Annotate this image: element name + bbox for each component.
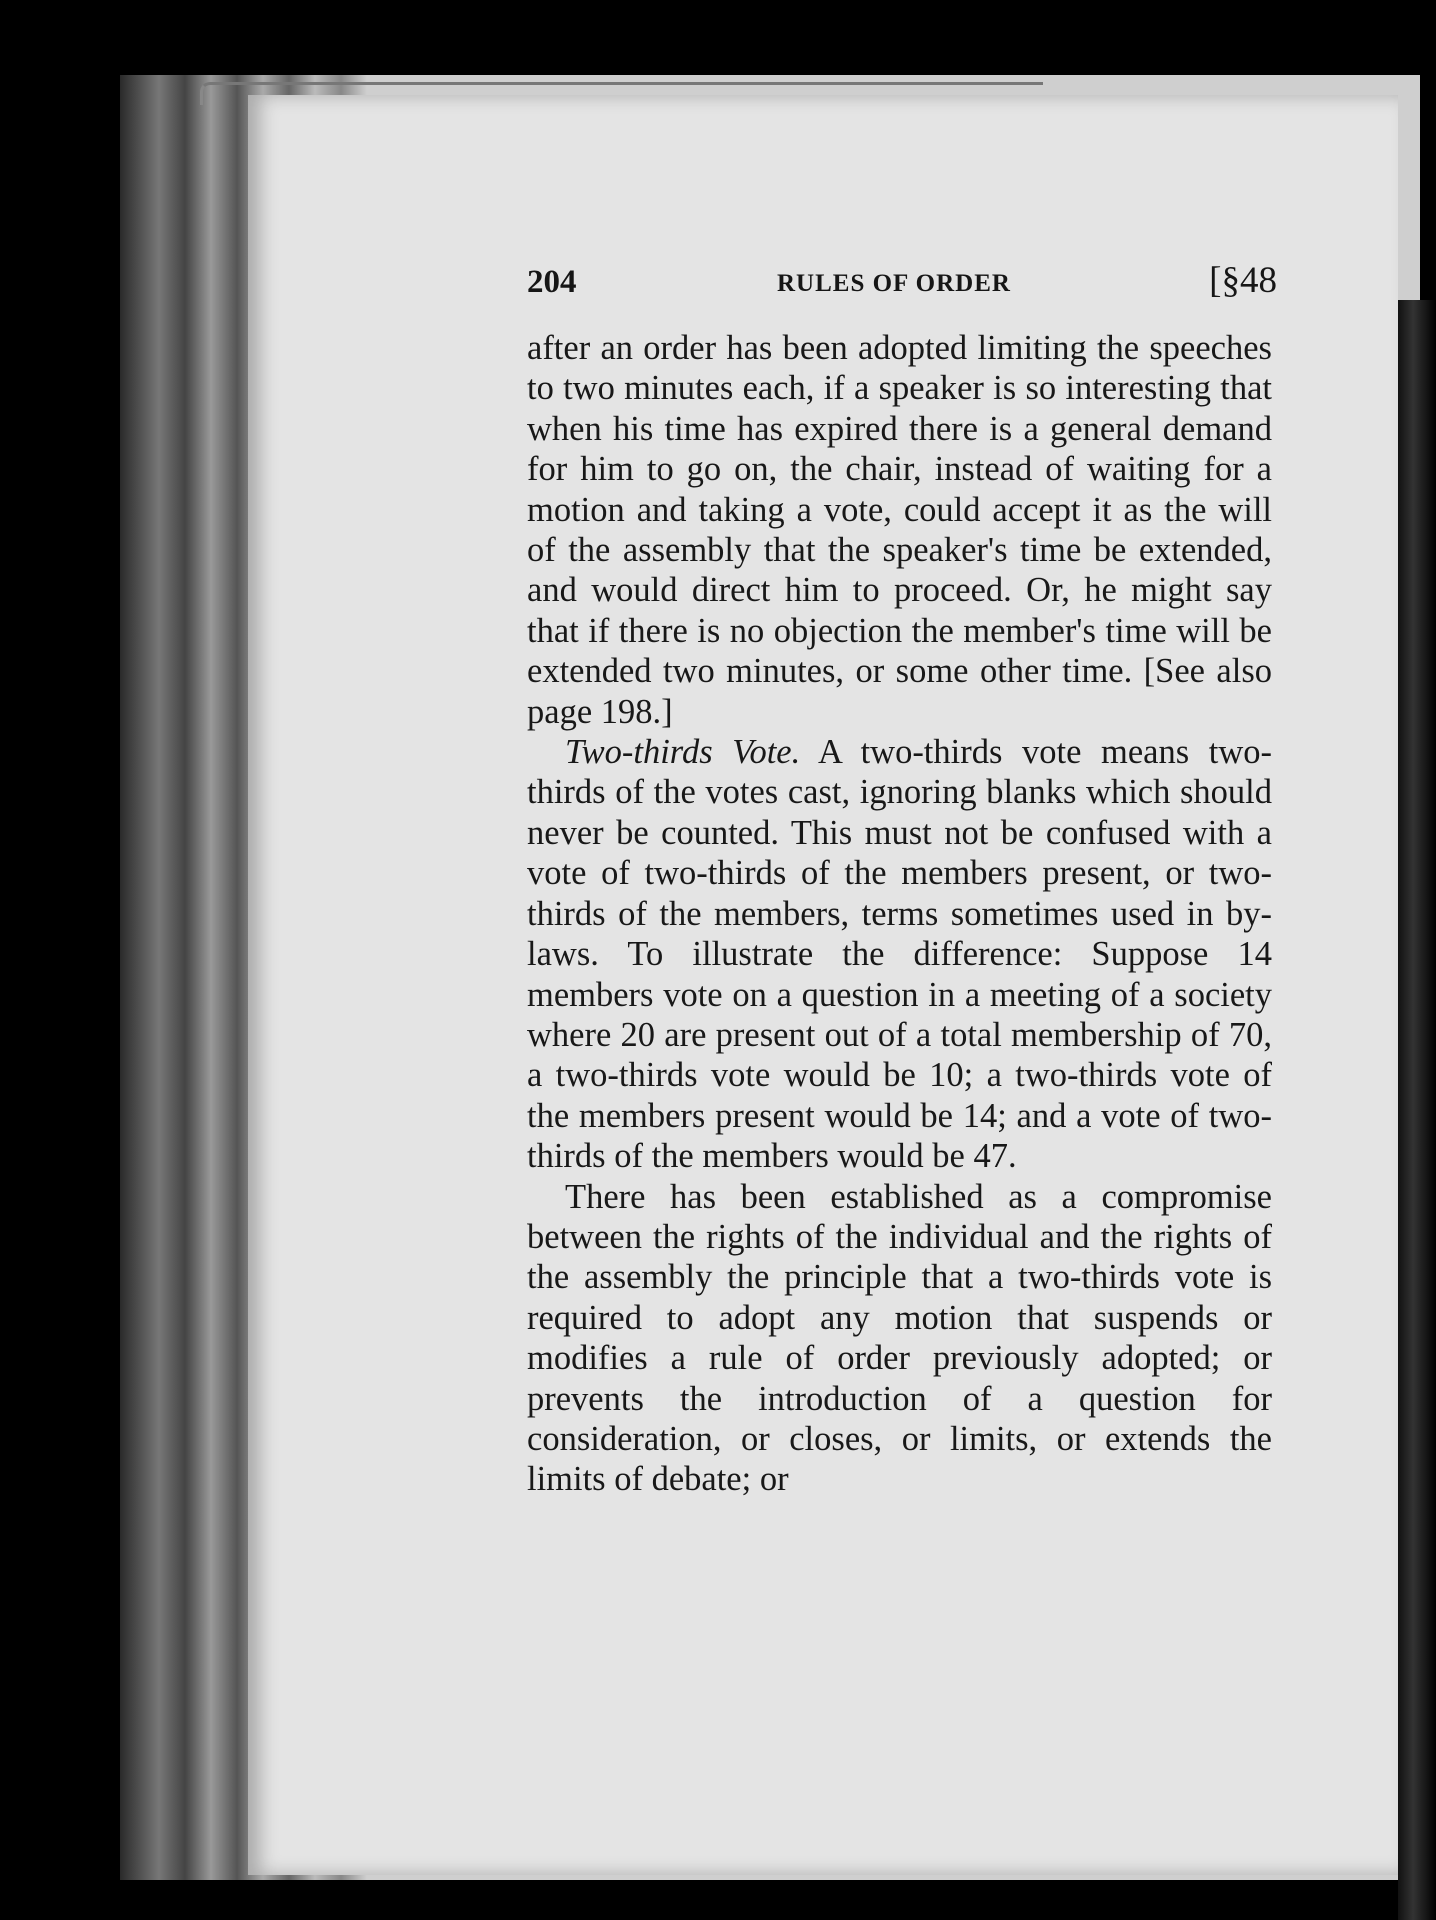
header-title: RULES OF ORDER — [777, 270, 1011, 297]
paragraph-3: There has been established as a compromise between the rights of the individual and the rights of the assembly the principle that a two-thirds vote is required to adopt any motion that suspends or modifies a rule of order previously adopted; or prevents the introduction of a question for consideration, or closes, or limits, or extends the limits of debate; or — [527, 1177, 1272, 1499]
section-mark: [§48 — [1209, 260, 1277, 301]
paragraph-1: after an order has been adopted limiting the speeches to two minutes each, if a speaker is so interesting that when his time has expired there is a general demand for him to go on, the chair, instead of waiting for a motion and taking a vote, could accept it as the will of the assembly that the speaker's time be extended, and would direct him to proceed. Or, he might say that if there is no objection the member's time will be extended two minutes, or some other time. [See also page 198.] — [527, 329, 1272, 731]
right-shadow-edge — [1398, 300, 1436, 1920]
paragraph-2-heading: Two-thirds Vote. — [565, 733, 801, 772]
page-body — [527, 328, 1272, 1500]
paragraph-2 — [527, 732, 1272, 1176]
paragraph-2-text: A two-thirds vote means two-thirds of the votes cast, ignoring blanks which should never be counted. This must not be confused with a vote of two-thirds of the members present, or two-thirds of the members, terms sometimes used in by-laws. To illustrate the difference: Suppose 14 members vote on a question in a meeting of a society where 20 are present out of a total membership of 70, a two-thirds vote would be 10; a two-thirds vote of the members present would be 14; and a vote of two-thirds of the members would be 47. — [527, 733, 1272, 1176]
running-head — [527, 262, 1277, 312]
page-number: 204 — [527, 264, 577, 300]
